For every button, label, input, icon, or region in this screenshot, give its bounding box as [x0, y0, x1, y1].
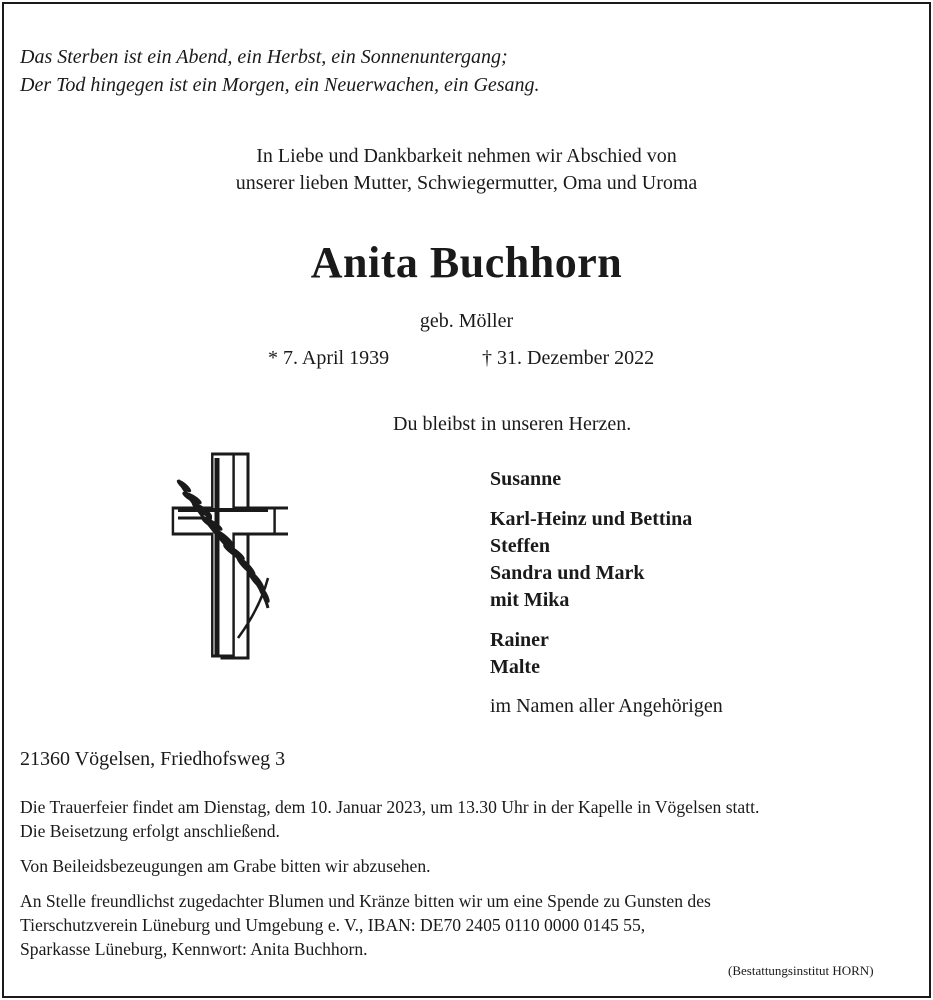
donation-line-1: An Stelle freundlichst zugedachter Blumen und Kränze bitten wir um eine Spende zu Gunsten des: [20, 891, 711, 911]
mourner-name: Steffen: [490, 535, 550, 557]
mourner-name: Karl-Heinz und Bettina: [490, 508, 693, 530]
birth-date: * 7. April 1939: [268, 347, 390, 369]
birth-name: geb. Möller: [419, 310, 514, 332]
deceased-name: Anita Buchhorn: [310, 238, 623, 287]
motto: Du bleibst in unseren Herzen.: [393, 413, 632, 435]
ceremony-line-2: Die Beisetzung erfolgt anschließend.: [20, 821, 280, 841]
mourner-name: mit Mika: [490, 589, 570, 611]
funeral-home: (Bestattungsinstitut HORN): [728, 963, 874, 978]
family-address: 21360 Vögelsen, Friedhofsweg 3: [20, 748, 286, 770]
poem-line-1: Das Sterben ist ein Abend, ein Herbst, ein Sonnenuntergang;: [20, 46, 508, 68]
mourner-name: Sandra und Mark: [490, 562, 645, 584]
death-date: † 31. Dezember 2022: [482, 347, 655, 369]
ceremony-line-1: Die Trauerfeier findet am Dienstag, dem 10. Januar 2023, um 13.30 Uhr in der Kapelle in Vögelsen statt.: [20, 797, 760, 817]
mourner-name: Malte: [490, 656, 540, 678]
poem-line-2: Der Tod hingegen ist ein Morgen, ein Neuerwachen, ein Gesang.: [20, 74, 540, 96]
mourners-footer: im Namen aller Angehörigen: [490, 695, 723, 717]
cross-with-palm-branch-icon: [168, 448, 288, 668]
intro-line-1: In Liebe und Dankbarkeit nehmen wir Abschied von: [256, 145, 677, 167]
donation-line-3: Sparkasse Lüneburg, Kennwort: Anita Buchhorn.: [20, 939, 368, 959]
mourner-name: Susanne: [490, 468, 562, 490]
condolences-notice: Von Beileidsbezeugungen am Grabe bitten wir abzusehen.: [20, 856, 431, 876]
intro-line-2: unserer lieben Mutter, Schwiegermutter, Oma und Uroma: [235, 172, 698, 194]
mourner-name: Rainer: [490, 629, 549, 651]
donation-line-2: Tierschutzverein Lüneburg und Umgebung e. V., IBAN: DE70 2405 0110 0000 0145 55,: [20, 915, 646, 935]
